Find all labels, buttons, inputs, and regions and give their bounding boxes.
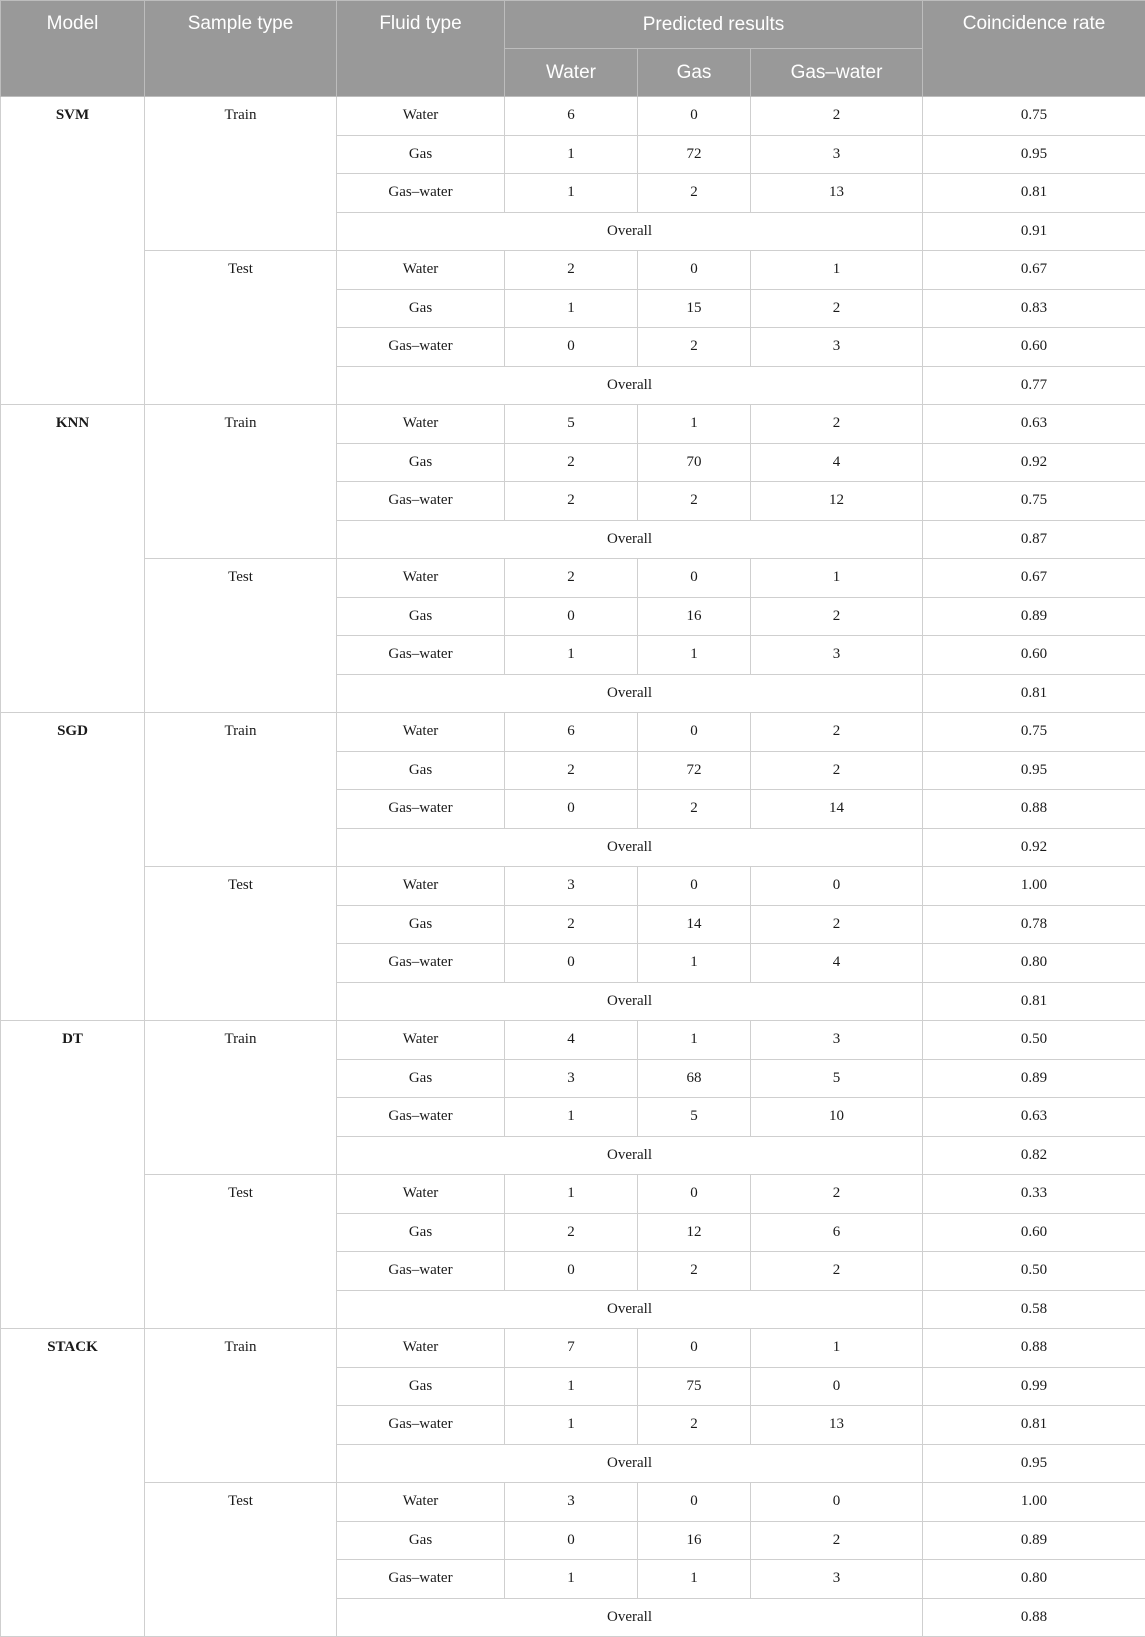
coincidence-rate-cell: 0.89 (923, 1521, 1145, 1560)
predicted-gas-water-cell: 14 (751, 790, 923, 829)
predicted-gas-cell: 0 (638, 251, 751, 290)
overall-rate-cell: 0.58 (923, 1290, 1145, 1329)
predicted-water-cell: 4 (505, 1021, 638, 1060)
predicted-gas-cell: 2 (638, 482, 751, 521)
sample-type: Train (145, 713, 337, 867)
fluid-type-cell: Gas–water (337, 790, 505, 829)
table-row (1, 1329, 1145, 1368)
coincidence-rate-cell: 0.88 (923, 1329, 1145, 1368)
header-coincidence-rate: Coincidence rate (923, 1, 1145, 97)
fluid-type-cell: Gas–water (337, 1098, 505, 1137)
coincidence-rate-cell: 0.81 (923, 1406, 1145, 1445)
fluid-type-cell: Water (337, 559, 505, 598)
predicted-gas-water-cell: 2 (751, 289, 923, 328)
predicted-gas-cell: 2 (638, 328, 751, 367)
predicted-gas-cell: 0 (638, 1329, 751, 1368)
predicted-gas-cell: 0 (638, 1483, 751, 1522)
overall-rate-cell: 0.95 (923, 1444, 1145, 1483)
table-row (1, 251, 1145, 290)
coincidence-rate-cell: 0.83 (923, 289, 1145, 328)
table-row (1, 97, 1145, 136)
predicted-water-cell: 6 (505, 713, 638, 752)
model-name: DT (1, 1021, 145, 1329)
predicted-water-cell: 2 (505, 905, 638, 944)
header-model: Model (1, 1, 145, 97)
predicted-gas-cell: 1 (638, 1021, 751, 1060)
predicted-water-cell: 1 (505, 1175, 638, 1214)
table-row (1, 713, 1145, 752)
coincidence-rate-cell: 0.89 (923, 597, 1145, 636)
coincidence-rate-cell: 0.88 (923, 790, 1145, 829)
model-name: STACK (1, 1329, 145, 1637)
fluid-type-cell: Gas–water (337, 1406, 505, 1445)
overall-rate-cell: 0.81 (923, 982, 1145, 1021)
sample-type: Train (145, 97, 337, 251)
sample-type: Test (145, 251, 337, 405)
overall-label: Overall (337, 212, 923, 251)
predicted-gas-cell: 2 (638, 1406, 751, 1445)
sample-type: Test (145, 1175, 337, 1329)
predicted-gas-cell: 1 (638, 636, 751, 675)
fluid-type-cell: Water (337, 867, 505, 906)
overall-label: Overall (337, 520, 923, 559)
predicted-water-cell: 0 (505, 328, 638, 367)
sample-type: Train (145, 1021, 337, 1175)
coincidence-rate-cell: 0.95 (923, 135, 1145, 174)
sample-type: Test (145, 1483, 337, 1637)
predicted-gas-water-cell: 0 (751, 867, 923, 906)
coincidence-rate-cell: 0.80 (923, 944, 1145, 983)
overall-label: Overall (337, 828, 923, 867)
fluid-type-cell: Gas (337, 1367, 505, 1406)
predicted-gas-cell: 12 (638, 1213, 751, 1252)
predicted-gas-water-cell: 2 (751, 713, 923, 752)
fluid-type-cell: Gas (337, 751, 505, 790)
header-sample-type: Sample type (145, 1, 337, 97)
table-row (1, 1021, 1145, 1060)
header-predicted-results: Predicted results (505, 1, 923, 49)
overall-rate-cell: 0.77 (923, 366, 1145, 405)
fluid-type-cell: Gas (337, 1213, 505, 1252)
predicted-gas-water-cell: 2 (751, 405, 923, 444)
predicted-water-cell: 1 (505, 1098, 638, 1137)
fluid-type-cell: Gas (337, 289, 505, 328)
predicted-water-cell: 2 (505, 751, 638, 790)
fluid-type-cell: Gas–water (337, 174, 505, 213)
fluid-type-cell: Water (337, 251, 505, 290)
predicted-gas-water-cell: 2 (751, 751, 923, 790)
predicted-gas-water-cell: 4 (751, 443, 923, 482)
predicted-water-cell: 0 (505, 597, 638, 636)
fluid-type-cell: Gas–water (337, 328, 505, 367)
predicted-gas-cell: 68 (638, 1059, 751, 1098)
fluid-type-cell: Gas (337, 905, 505, 944)
predicted-gas-water-cell: 13 (751, 174, 923, 213)
predicted-gas-cell: 0 (638, 867, 751, 906)
predicted-water-cell: 0 (505, 1521, 638, 1560)
predicted-gas-cell: 14 (638, 905, 751, 944)
fluid-type-cell: Water (337, 1021, 505, 1060)
predicted-gas-cell: 1 (638, 1560, 751, 1599)
predicted-gas-water-cell: 2 (751, 1521, 923, 1560)
predicted-water-cell: 1 (505, 1560, 638, 1599)
coincidence-rate-cell: 0.99 (923, 1367, 1145, 1406)
coincidence-rate-cell: 0.89 (923, 1059, 1145, 1098)
coincidence-rate-cell: 0.81 (923, 174, 1145, 213)
coincidence-rate-cell: 0.63 (923, 405, 1145, 444)
coincidence-rate-cell: 0.75 (923, 713, 1145, 752)
header-gas-water: Gas–water (751, 49, 923, 97)
fluid-type-cell: Gas–water (337, 482, 505, 521)
predicted-gas-cell: 15 (638, 289, 751, 328)
fluid-type-cell: Gas–water (337, 1252, 505, 1291)
predicted-gas-cell: 0 (638, 713, 751, 752)
header-fluid-type: Fluid type (337, 1, 505, 97)
coincidence-rate-cell: 1.00 (923, 867, 1145, 906)
fluid-type-cell: Water (337, 97, 505, 136)
coincidence-rate-cell: 0.60 (923, 1213, 1145, 1252)
overall-rate-cell: 0.87 (923, 520, 1145, 559)
fluid-type-cell: Gas (337, 443, 505, 482)
table-body (1, 97, 1145, 1637)
fluid-type-cell: Gas (337, 135, 505, 174)
predicted-gas-water-cell: 12 (751, 482, 923, 521)
predicted-gas-water-cell: 0 (751, 1367, 923, 1406)
predicted-gas-water-cell: 1 (751, 251, 923, 290)
model-name: SVM (1, 97, 145, 405)
table-row (1, 867, 1145, 906)
predicted-gas-cell: 2 (638, 790, 751, 829)
overall-rate-cell: 0.92 (923, 828, 1145, 867)
fluid-type-cell: Gas (337, 597, 505, 636)
coincidence-rate-cell: 0.60 (923, 636, 1145, 675)
sample-type: Test (145, 867, 337, 1021)
overall-label: Overall (337, 1136, 923, 1175)
predicted-gas-cell: 0 (638, 97, 751, 136)
fluid-type-cell: Gas–water (337, 1560, 505, 1599)
predicted-gas-cell: 72 (638, 751, 751, 790)
predicted-gas-water-cell: 3 (751, 1021, 923, 1060)
fluid-type-cell: Water (337, 405, 505, 444)
predicted-gas-cell: 16 (638, 1521, 751, 1560)
predicted-gas-water-cell: 2 (751, 97, 923, 136)
overall-label: Overall (337, 674, 923, 713)
predicted-water-cell: 5 (505, 405, 638, 444)
predicted-water-cell: 1 (505, 1406, 638, 1445)
predicted-gas-water-cell: 2 (751, 1252, 923, 1291)
coincidence-rate-cell: 0.63 (923, 1098, 1145, 1137)
predicted-gas-cell: 0 (638, 1175, 751, 1214)
predicted-water-cell: 2 (505, 1213, 638, 1252)
header-gas: Gas (638, 49, 751, 97)
predicted-gas-cell: 1 (638, 405, 751, 444)
predicted-water-cell: 3 (505, 867, 638, 906)
coincidence-rate-cell: 0.50 (923, 1252, 1145, 1291)
overall-rate-cell: 0.91 (923, 212, 1145, 251)
predicted-gas-cell: 5 (638, 1098, 751, 1137)
table-row (1, 405, 1145, 444)
fluid-type-cell: Gas–water (337, 944, 505, 983)
fluid-type-cell: Gas (337, 1059, 505, 1098)
predicted-gas-cell: 72 (638, 135, 751, 174)
coincidence-rate-cell: 0.50 (923, 1021, 1145, 1060)
fluid-type-cell: Gas–water (337, 636, 505, 675)
predicted-water-cell: 0 (505, 944, 638, 983)
predicted-gas-cell: 75 (638, 1367, 751, 1406)
predicted-water-cell: 2 (505, 251, 638, 290)
model-name: SGD (1, 713, 145, 1021)
fluid-type-cell: Water (337, 1175, 505, 1214)
predicted-water-cell: 1 (505, 135, 638, 174)
coincidence-rate-cell: 0.33 (923, 1175, 1145, 1214)
coincidence-rate-cell: 0.75 (923, 97, 1145, 136)
overall-rate-cell: 0.81 (923, 674, 1145, 713)
coincidence-rate-cell: 0.60 (923, 328, 1145, 367)
overall-rate-cell: 0.82 (923, 1136, 1145, 1175)
header-water: Water (505, 49, 638, 97)
fluid-type-cell: Water (337, 1483, 505, 1522)
sample-type: Train (145, 405, 337, 559)
table-row (1, 1175, 1145, 1214)
predicted-gas-water-cell: 1 (751, 1329, 923, 1368)
coincidence-rate-cell: 0.78 (923, 905, 1145, 944)
predicted-water-cell: 0 (505, 790, 638, 829)
table-header (1, 1, 1145, 97)
overall-rate-cell: 0.88 (923, 1598, 1145, 1637)
coincidence-rate-cell: 0.80 (923, 1560, 1145, 1599)
predicted-water-cell: 1 (505, 636, 638, 675)
predicted-gas-cell: 2 (638, 174, 751, 213)
predicted-water-cell: 3 (505, 1483, 638, 1522)
coincidence-rate-cell: 0.67 (923, 559, 1145, 598)
predicted-gas-cell: 16 (638, 597, 751, 636)
fluid-type-cell: Water (337, 1329, 505, 1368)
predicted-water-cell: 1 (505, 174, 638, 213)
predicted-gas-water-cell: 10 (751, 1098, 923, 1137)
predicted-gas-water-cell: 3 (751, 328, 923, 367)
coincidence-rate-cell: 0.95 (923, 751, 1145, 790)
fluid-type-cell: Gas (337, 1521, 505, 1560)
predicted-water-cell: 0 (505, 1252, 638, 1291)
predicted-gas-water-cell: 2 (751, 597, 923, 636)
predicted-gas-water-cell: 6 (751, 1213, 923, 1252)
predicted-water-cell: 2 (505, 482, 638, 521)
predicted-gas-cell: 2 (638, 1252, 751, 1291)
predicted-water-cell: 6 (505, 97, 638, 136)
predicted-water-cell: 2 (505, 443, 638, 482)
overall-label: Overall (337, 1598, 923, 1637)
coincidence-rate-cell: 0.92 (923, 443, 1145, 482)
model-name: KNN (1, 405, 145, 713)
predicted-gas-water-cell: 3 (751, 1560, 923, 1599)
predicted-gas-water-cell: 3 (751, 135, 923, 174)
predicted-gas-water-cell: 1 (751, 559, 923, 598)
coincidence-rate-cell: 0.67 (923, 251, 1145, 290)
predicted-gas-water-cell: 5 (751, 1059, 923, 1098)
overall-label: Overall (337, 366, 923, 405)
predicted-gas-water-cell: 0 (751, 1483, 923, 1522)
sample-type: Test (145, 559, 337, 713)
predicted-gas-water-cell: 4 (751, 944, 923, 983)
predicted-gas-water-cell: 2 (751, 1175, 923, 1214)
predicted-water-cell: 7 (505, 1329, 638, 1368)
coincidence-rate-cell: 1.00 (923, 1483, 1145, 1522)
predicted-gas-water-cell: 3 (751, 636, 923, 675)
predicted-water-cell: 3 (505, 1059, 638, 1098)
overall-label: Overall (337, 1444, 923, 1483)
sample-type: Train (145, 1329, 337, 1483)
table-row (1, 559, 1145, 598)
predicted-water-cell: 1 (505, 289, 638, 328)
predicted-water-cell: 2 (505, 559, 638, 598)
overall-label: Overall (337, 982, 923, 1021)
predicted-gas-cell: 70 (638, 443, 751, 482)
coincidence-rate-cell: 0.75 (923, 482, 1145, 521)
predicted-gas-cell: 0 (638, 559, 751, 598)
predicted-gas-water-cell: 2 (751, 905, 923, 944)
predicted-gas-cell: 1 (638, 944, 751, 983)
fluid-type-cell: Water (337, 713, 505, 752)
predicted-water-cell: 1 (505, 1367, 638, 1406)
overall-label: Overall (337, 1290, 923, 1329)
table-row (1, 1483, 1145, 1522)
predicted-gas-water-cell: 13 (751, 1406, 923, 1445)
